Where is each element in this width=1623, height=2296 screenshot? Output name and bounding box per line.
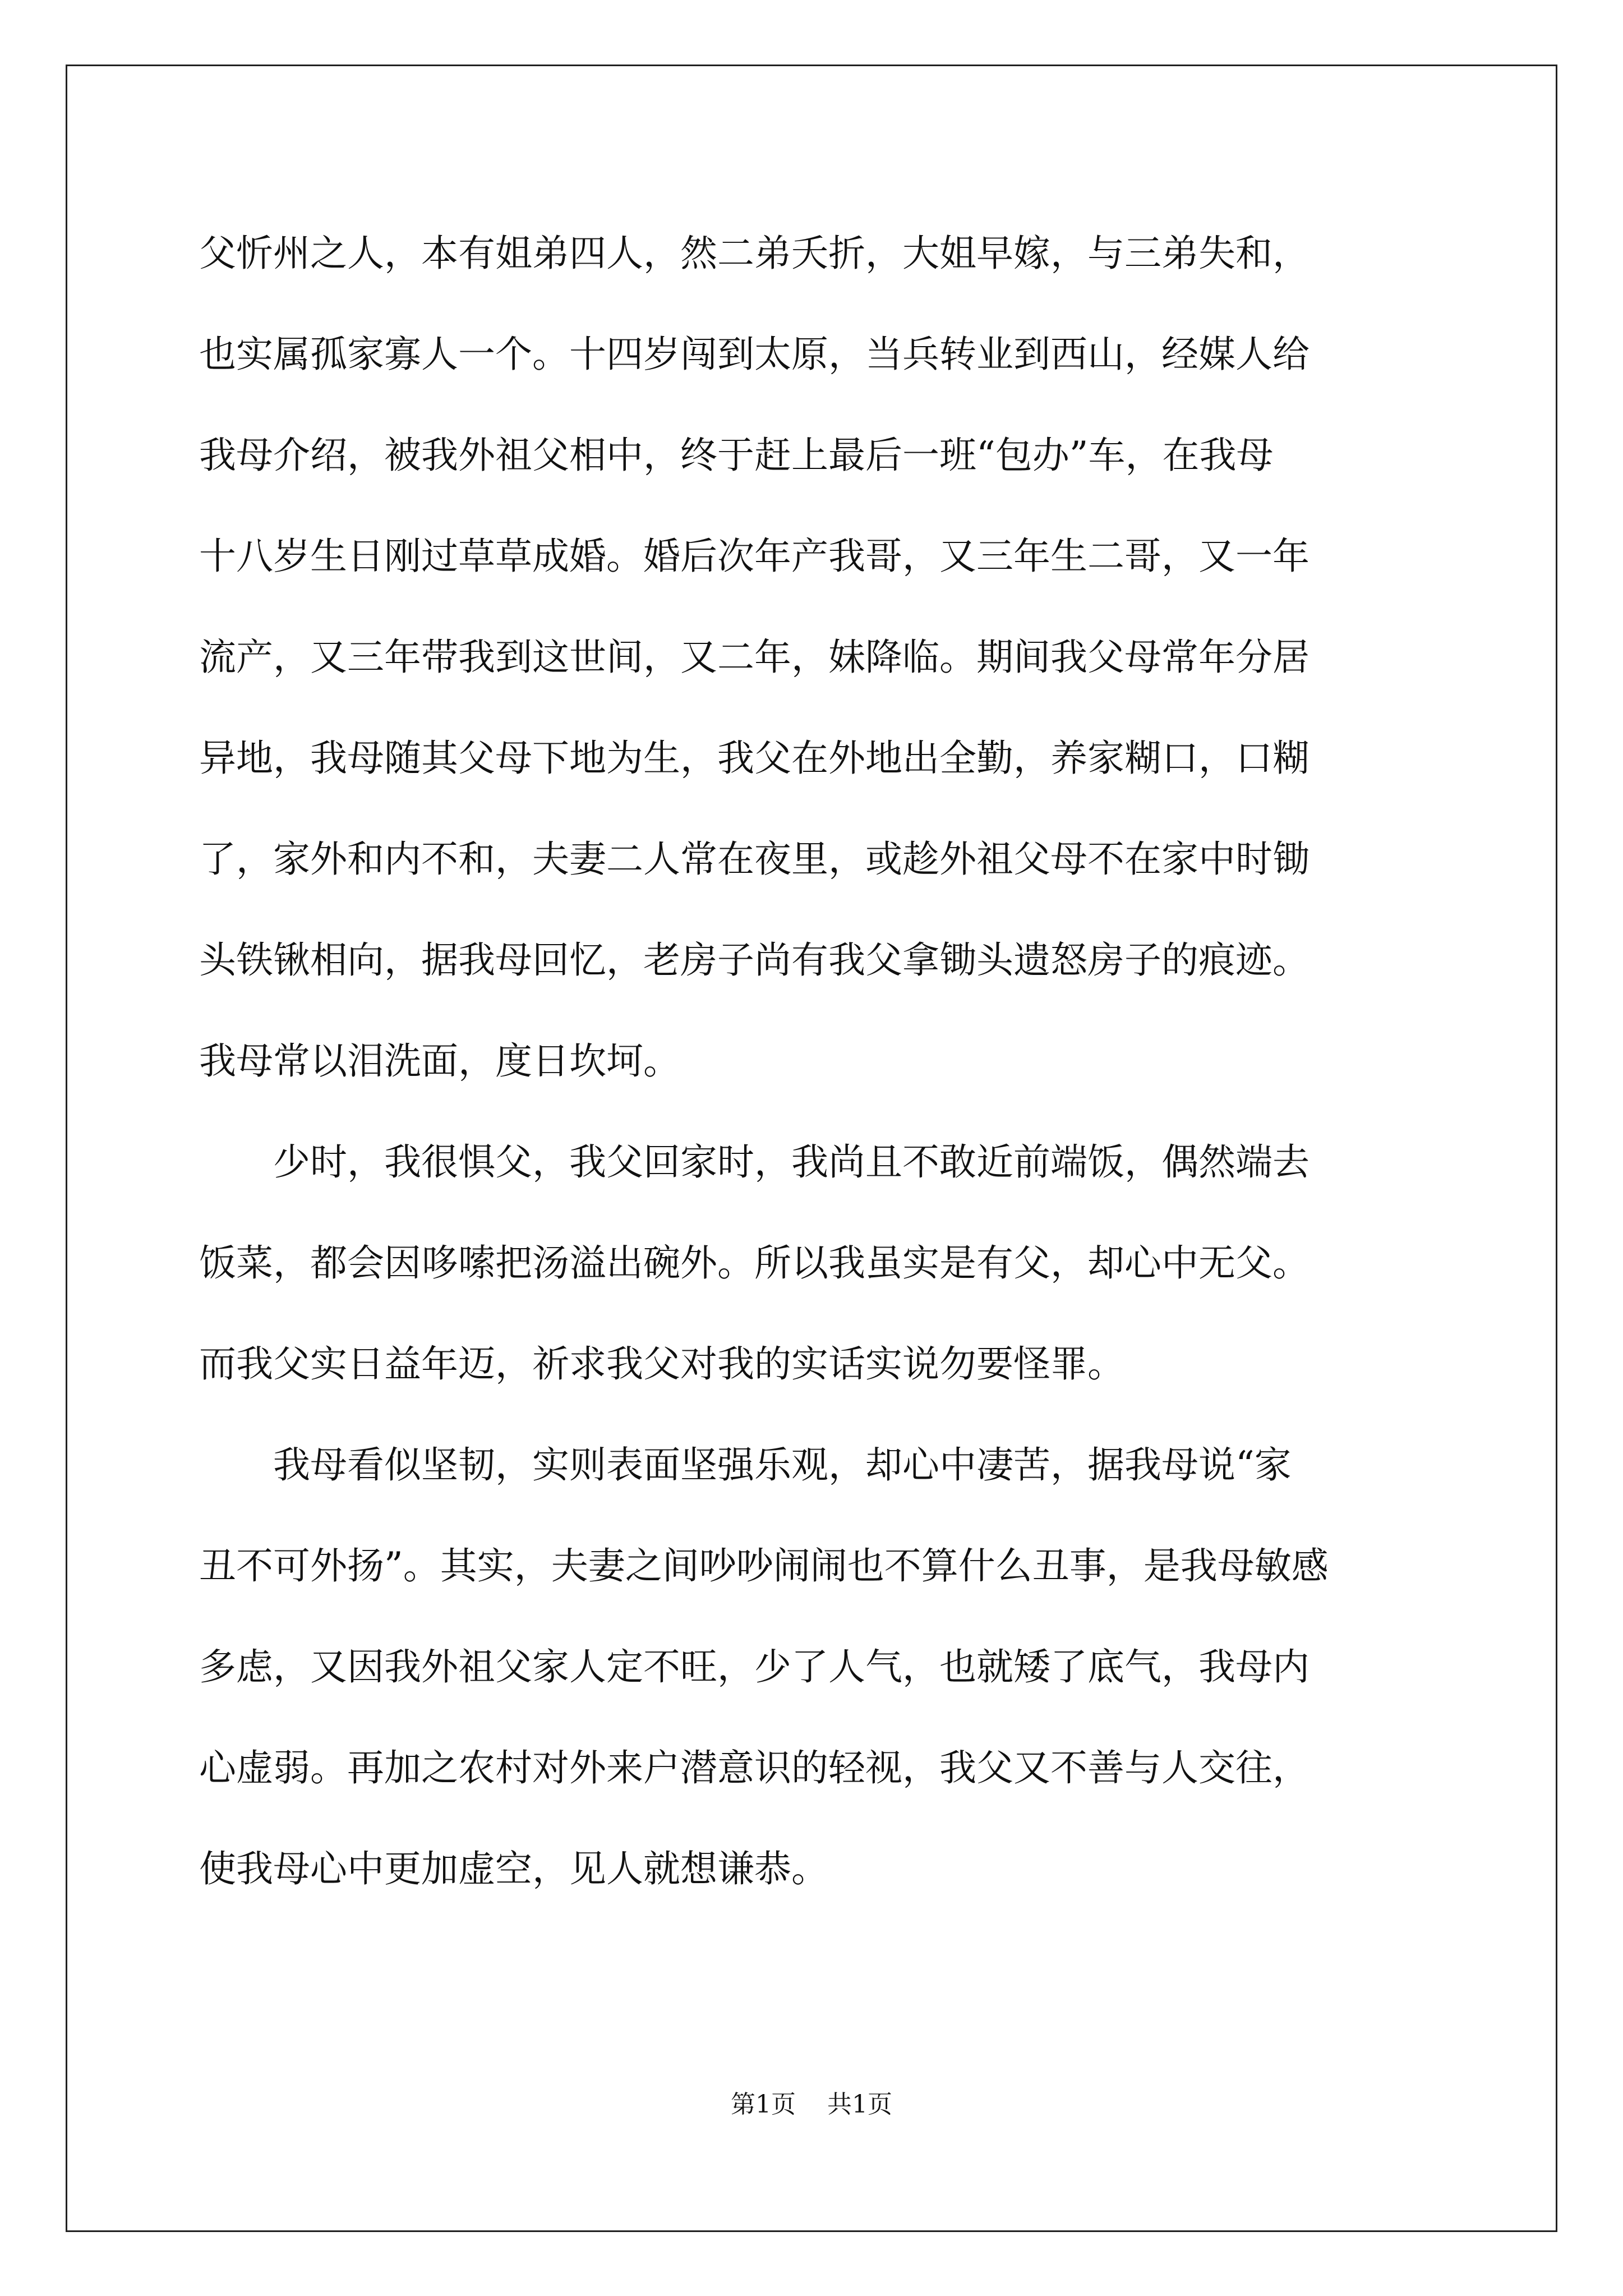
text-line: 十八岁生日刚过草草成婚。婚后次年产我哥，又三年生二哥，又一年 bbox=[199, 535, 1310, 578]
text-line: 丑不可外扬”。其实，夫妻之间吵吵闹闹也不算什么丑事，是我母敏感 bbox=[199, 1544, 1329, 1588]
text-line: 头铁锹相向，据我母回忆，老房子尚有我父拿锄头遗怒房子的痕迹。 bbox=[199, 938, 1310, 982]
text-line: 异地，我母随其父母下地为生，我父在外地出全勤，养家糊口，口糊 bbox=[199, 737, 1310, 780]
text-line: 而我父实日益年迈，祈求我父对我的实话实说勿要怪罪。 bbox=[199, 1342, 1124, 1386]
page-total: 共1页 bbox=[827, 2090, 892, 2119]
text-line: 少时，我很惧父，我父回家时，我尚且不敢近前端饭，偶然端去 bbox=[199, 1140, 1310, 1184]
text-line: 我母介绍，被我外祖父相中，终于赶上最后一班“包办”车，在我母 bbox=[199, 434, 1274, 477]
text-line: 我母常以泪洗面，度日坎坷。 bbox=[199, 1039, 680, 1083]
text-line: 了，家外和内不和，夫妻二人常在夜里，或趁外祖父母不在家中时锄 bbox=[199, 838, 1310, 881]
document-body bbox=[199, 203, 1433, 1920]
text-line: 也实属孤家寡人一个。十四岁闯到太原，当兵转业到西山，经媒人给 bbox=[199, 333, 1310, 376]
text-line: 我母看似坚韧，实则表面坚强乐观，却心中凄苦，据我母说“家 bbox=[199, 1443, 1292, 1487]
text-line: 多虑，又因我外祖父家人定不旺，少了人气，也就矮了底气，我母内 bbox=[199, 1645, 1310, 1688]
page-footer bbox=[0, 2088, 1623, 2122]
text-line: 心虚弱。再加之农村对外来户潜意识的轻视，我父又不善与人交往， bbox=[199, 1746, 1310, 1789]
text-line: 流产，又三年带我到这世间，又二年，妹降临。期间我父母常年分居 bbox=[199, 636, 1310, 679]
text-line: 父忻州之人，本有姐弟四人，然二弟夭折，大姐早嫁，与三弟失和， bbox=[199, 232, 1310, 275]
page-number: 第1页 bbox=[731, 2090, 796, 2119]
text-line: 使我母心中更加虚空，见人就想谦恭。 bbox=[199, 1847, 828, 1890]
text-line: 饭菜，都会因哆嗦把汤溢出碗外。所以我虽实是有父，却心中无父。 bbox=[199, 1241, 1310, 1285]
